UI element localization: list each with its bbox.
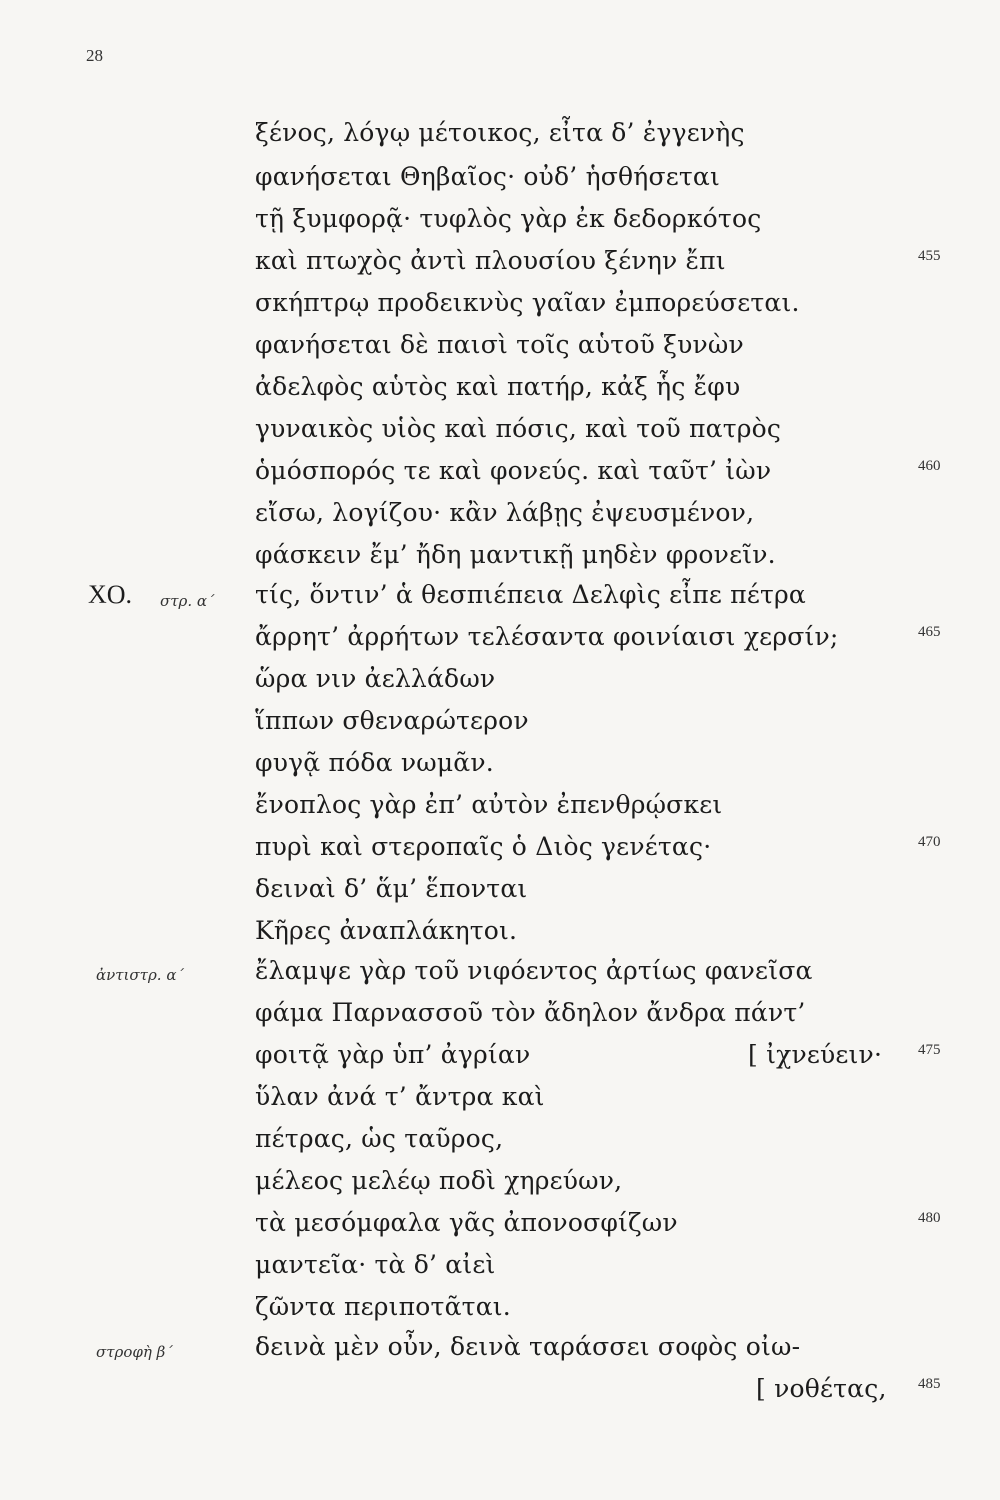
verse-line: ξένος, λόγῳ μέτοικος, εἶτα δ’ ἐγγενὴς (255, 118, 745, 147)
verse-line-continuation: [ νοθέτας, (756, 1374, 887, 1403)
verse-line: ὕλαν ἀνά τ’ ἄντρα καὶ (255, 1082, 545, 1111)
verse-line: τῇ ξυμφορᾷ· τυφλὸς γὰρ ἐκ δεδορκότος (255, 204, 762, 233)
verse-line: ἔλαμψε γὰρ τοῦ νιφόεντος ἀρτίως φανεῖσα (255, 956, 813, 985)
verse-line: φάμα Παρνασσοῦ τὸν ἄδηλον ἄνδρα πάντ’ (255, 998, 806, 1027)
verse-line: σκήπτρῳ προδεικνὺς γαῖαν ἐμπορεύσεται. (255, 288, 800, 317)
line-number: 470 (918, 834, 941, 850)
verse-line: ὥρα νιν ἀελλάδων (255, 664, 496, 693)
verse-line: πέτρας, ὡς ταῦρος, (255, 1124, 504, 1153)
verse-line: ἔνοπλος γὰρ ἐπ’ αὐτὸν ἐπενθρῴσκει (255, 790, 723, 819)
verse-line: φανήσεται δὲ παισὶ τοῖς αὑτοῦ ξυνὼν (255, 330, 744, 359)
line-number: 465 (918, 624, 941, 640)
strophe-label: στροφὴ β΄ (96, 1343, 173, 1361)
line-number: 455 (918, 248, 941, 264)
line-number: 485 (918, 1376, 941, 1392)
line-number: 475 (918, 1042, 941, 1058)
verse-line: ἄρρητ’ ἀρρήτων τελέσαντα φοινίαισι χερσίν; (255, 622, 839, 651)
speaker-label: ΧΟ. (88, 580, 133, 609)
verse-line: δειναὶ δ’ ἅμ’ ἕπονται (255, 874, 528, 903)
verse-line: μαντεῖα· τὰ δ’ αἰεὶ (255, 1250, 496, 1279)
verse-line: ζῶντα περιποτᾶται. (255, 1292, 511, 1321)
verse-line: τὰ μεσόμφαλα γᾶς ἀπονοσφίζων (255, 1208, 678, 1237)
verse-line: μέλεος μελέῳ ποδὶ χηρεύων, (255, 1166, 623, 1195)
strophe-label: στρ. α΄ (160, 592, 215, 610)
verse-line: καὶ πτωχὸς ἀντὶ πλουσίου ξένην ἔπι (255, 246, 726, 275)
verse-line: φάσκειν ἔμ’ ἤδη μαντικῇ μηδὲν φρονεῖν. (255, 540, 776, 569)
verse-line: φανήσεται Θηβαῖος· οὐδ’ ἡσθήσεται (255, 162, 720, 191)
page-number: 28 (86, 46, 103, 65)
verse-line: ὁμόσπορός τε καὶ φονεύς. καὶ ταῦτ’ ἰὼν (255, 456, 772, 485)
verse-line: πυρὶ καὶ στεροπαῖς ὁ Διὸς γενέτας· (255, 832, 712, 861)
line-number: 480 (918, 1210, 941, 1226)
antistrophe-label: ἀντιστρ. α΄ (96, 966, 184, 984)
verse-line: ἵππων σθεναρώτερον (255, 706, 529, 735)
verse-line: ἀδελφὸς αὑτὸς καὶ πατήρ, κἀξ ἧς ἔφυ (255, 372, 741, 401)
verse-line-continuation: [ ἰχνεύειν· (748, 1040, 883, 1069)
verse-line: δεινὰ μὲν οὖν, δεινὰ ταράσσει σοφὸς οἰω- (255, 1332, 801, 1361)
verse-line: φοιτᾷ γὰρ ὑπ’ ἀγρίαν (255, 1040, 531, 1069)
verse-line: γυναικὸς υἱὸς καὶ πόσις, καὶ τοῦ πατρὸς (255, 414, 782, 443)
verse-line: εἴσω, λογίζου· κἂν λάβῃς ἐψευσμένον, (255, 498, 755, 527)
verse-line: τίς, ὅντιν’ ἁ θεσπιέπεια Δελφὶς εἶπε πέτρα (255, 580, 806, 609)
verse-line: φυγᾷ πόδα νωμᾶν. (255, 748, 494, 777)
verse-line: Κῆρες ἀναπλάκητοι. (255, 916, 518, 945)
line-number: 460 (918, 458, 941, 474)
